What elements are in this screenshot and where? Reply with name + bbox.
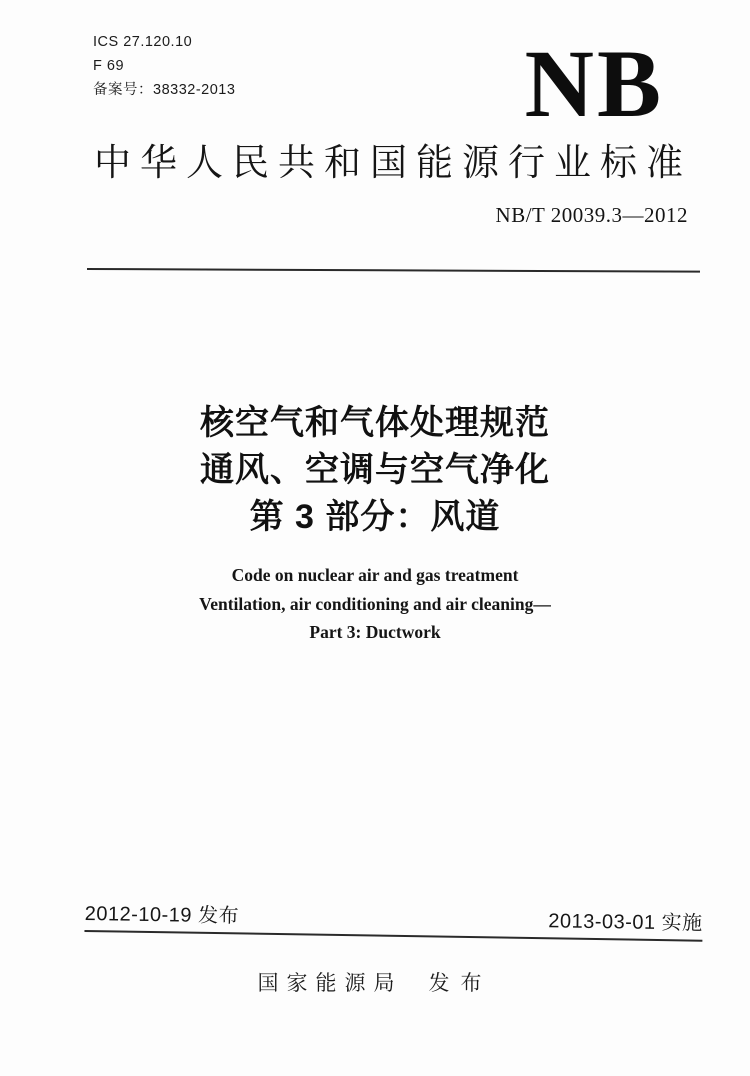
classification-block	[93, 30, 235, 102]
title-english	[0, 561, 750, 647]
doc-class-code: F 69	[93, 58, 125, 74]
header-divider	[87, 268, 700, 273]
title-chinese	[0, 400, 750, 541]
title-cn-line3: 第 3 部分：风道	[249, 498, 501, 536]
publisher-row	[0, 967, 750, 997]
issue-date: 2012-10-19 发布	[84, 902, 240, 928]
date-block	[84, 897, 702, 942]
title-cn-line1: 核空气和气体处理规范	[200, 404, 550, 442]
implementation-date: 2013-03-01 实施	[548, 910, 703, 935]
ics-code: ICS 27.120.10	[93, 34, 193, 50]
publisher-name: 国家能源局	[257, 972, 403, 995]
title-en-line1: Code on nuclear air and gas treatment	[231, 565, 519, 585]
nb-logo: NB	[524, 30, 664, 137]
title-en-line3: Part 3: Ductwork	[309, 622, 441, 642]
record-number: 备案号：38332-2013	[93, 82, 236, 98]
title-en-line2: Ventilation, air conditioning and air cleaning—	[199, 593, 551, 614]
standard-number: NB/T 20039.3—2012	[495, 203, 688, 227]
standard-category-heading: 中华人民共和国能源行业标准	[94, 142, 692, 183]
publisher-action-label: 发布	[428, 972, 493, 995]
title-cn-line2: 通风、空调与空气净化	[200, 451, 550, 489]
